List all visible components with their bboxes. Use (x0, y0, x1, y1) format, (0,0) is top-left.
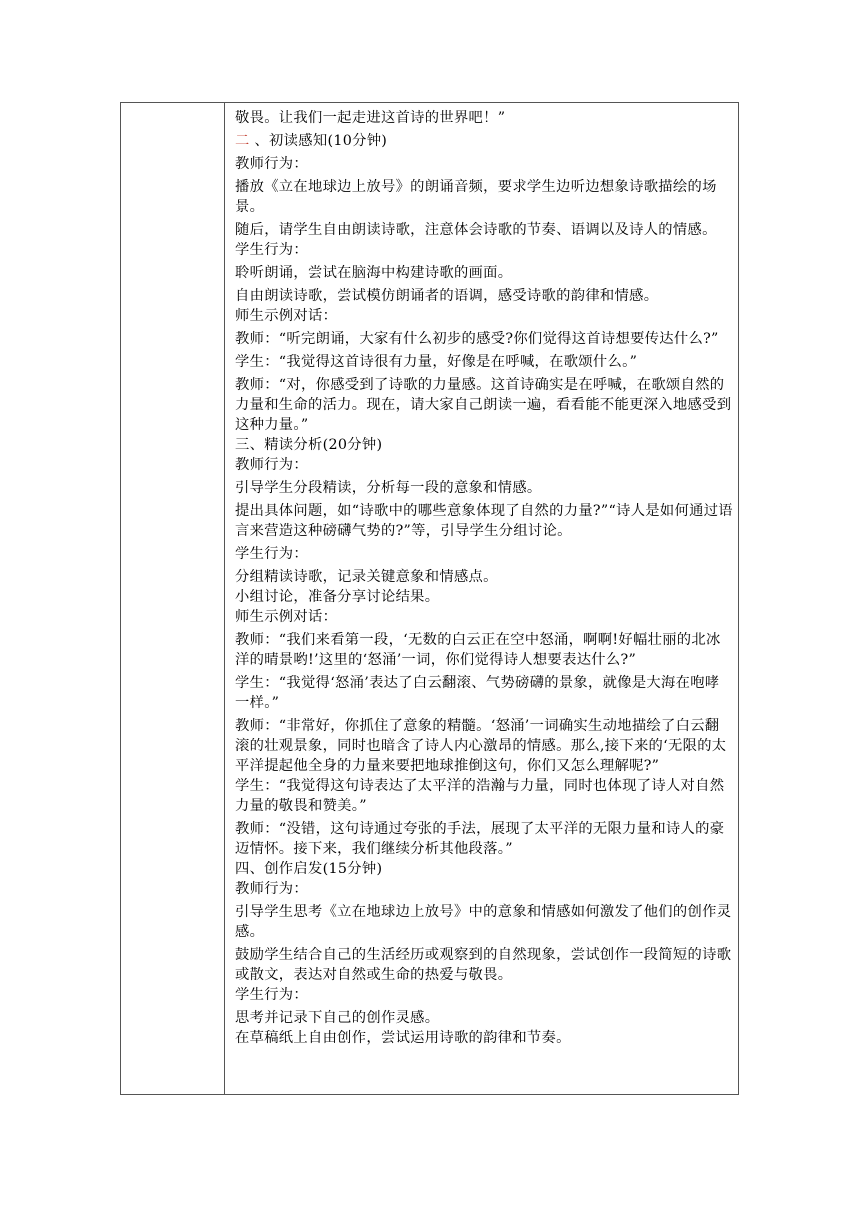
table-content-cell (235, 108, 733, 1048)
dialogue-line: 学生：“我觉得这首诗很有力量，好像是在呼喊，在歌颂什么。” (235, 354, 638, 370)
dialogue-line: 学生：“我觉得‘怒涌’表达了白云翻滚、气势磅礴的景象，就像是大海在咆哮一样。” (235, 675, 720, 711)
text-line: 小组讨论，准备分享讨论结果。 (235, 589, 440, 605)
text-line: 学生行为： (235, 242, 308, 258)
text-line: 教师行为： (235, 156, 308, 172)
dialogue-line: 教师：“听完朗诵，大家有什么初步的感受?你们觉得这首诗想要传达什么?” (235, 331, 719, 347)
text-line: 敬畏。让我们一起走进这首诗的世界吧！” (235, 110, 506, 126)
section-heading: 三、精读分析(20分钟) (235, 437, 383, 453)
text-line: 聆听朗诵，尝试在脑海中构建诗歌的画面。 (235, 265, 513, 281)
text-line: 教师行为： (235, 457, 308, 473)
text-line: 师生示例对话： (235, 308, 338, 324)
text-paragraph: 鼓励学生结合自己的生活经历或观察到的自然现象，尝试创作一段简短的诗歌或散文，表达对自然或生命的热爱与敬畏。 (235, 947, 732, 983)
text-line: 学生行为： (235, 987, 308, 1003)
dialogue-line: 教师：“没错，这句诗通过夸张的手法，展现了太平洋的无限力量和诗人的豪迈情怀。接下来，我们继续分析其他段落。” (235, 821, 725, 857)
lesson-table (120, 102, 739, 1095)
text-paragraph: 播放《立在地球边上放号》的朗诵音频，要求学生边听边想象诗歌描绘的场景。 (235, 179, 717, 215)
section-heading: 四、创作启发(15分钟) (235, 861, 383, 877)
text-line: 分组精读诗歌，记录关键意象和情感点。 (235, 569, 498, 585)
text-line: 教师行为： (235, 881, 308, 897)
text-line: 思考并记录下自己的创作灵感。 (235, 1010, 440, 1026)
text-paragraph: 随后，请学生自由朗读诗歌，注意体会诗歌的节奏、语调以及诗人的情感。 (235, 222, 717, 238)
dialogue-line: 教师：“我们来看第一段，‘无数的白云正在空中怒涌，啊啊!好幅壮丽的北冰洋的晴景哟!’这里的‘怒涌’一词，你们觉得诗人想要表达什么?” (235, 632, 721, 668)
text-paragraph: 提出具体问题，如“诗歌中的哪些意象体现了自然的力量?”“诗人是如何通过语言来营造这种磅礴气势的?”等，引导学生分组讨论。 (235, 503, 733, 539)
table-left-column (121, 103, 225, 1094)
section-heading (235, 131, 733, 151)
text-paragraph: 引导学生思考《立在地球边上放号》中的意象和情感如何激发了他们的创作灵感。 (235, 904, 732, 940)
section-number: 二 (235, 133, 250, 149)
section-title: 、初读感知(10分钟) (249, 133, 388, 149)
text-line: 在草稿纸上自由创作，尝试运用诗歌的韵律和节奏。 (235, 1030, 571, 1046)
text-line: 引导学生分段精读，分析每一段的意象和情感。 (235, 480, 542, 496)
dialogue-line: 教师：“对，你感受到了诗歌的力量感。这首诗确实是在呼喊，在歌颂自然的力量和生命的活力。现在，请大家自己朗读一遍，看看能不能更深入地感受到这种力量。” (235, 377, 732, 433)
text-line: 师生示例对话： (235, 609, 338, 625)
dialogue-line: 学生：“我觉得这句诗表达了太平洋的浩瀚与力量，同时也体现了诗人对自然力量的敬畏和赞美。” (235, 778, 725, 814)
dialogue-line: 教师：“非常好，你抓住了意象的精髓。‘怒涌’一词确实生动地描绘了白云翻滚的壮观景象，同时也暗含了诗人内心激昂的情感。那么,接下来的‘无限的太平洋提起他全身的力量来要把地球推倒这句，你们又怎么理解呢?” (235, 718, 727, 774)
text-line: 学生行为： (235, 546, 308, 562)
text-line: 自由朗读诗歌，尝试模仿朗诵者的语调，感受诗歌的韵律和情感。 (235, 288, 659, 304)
